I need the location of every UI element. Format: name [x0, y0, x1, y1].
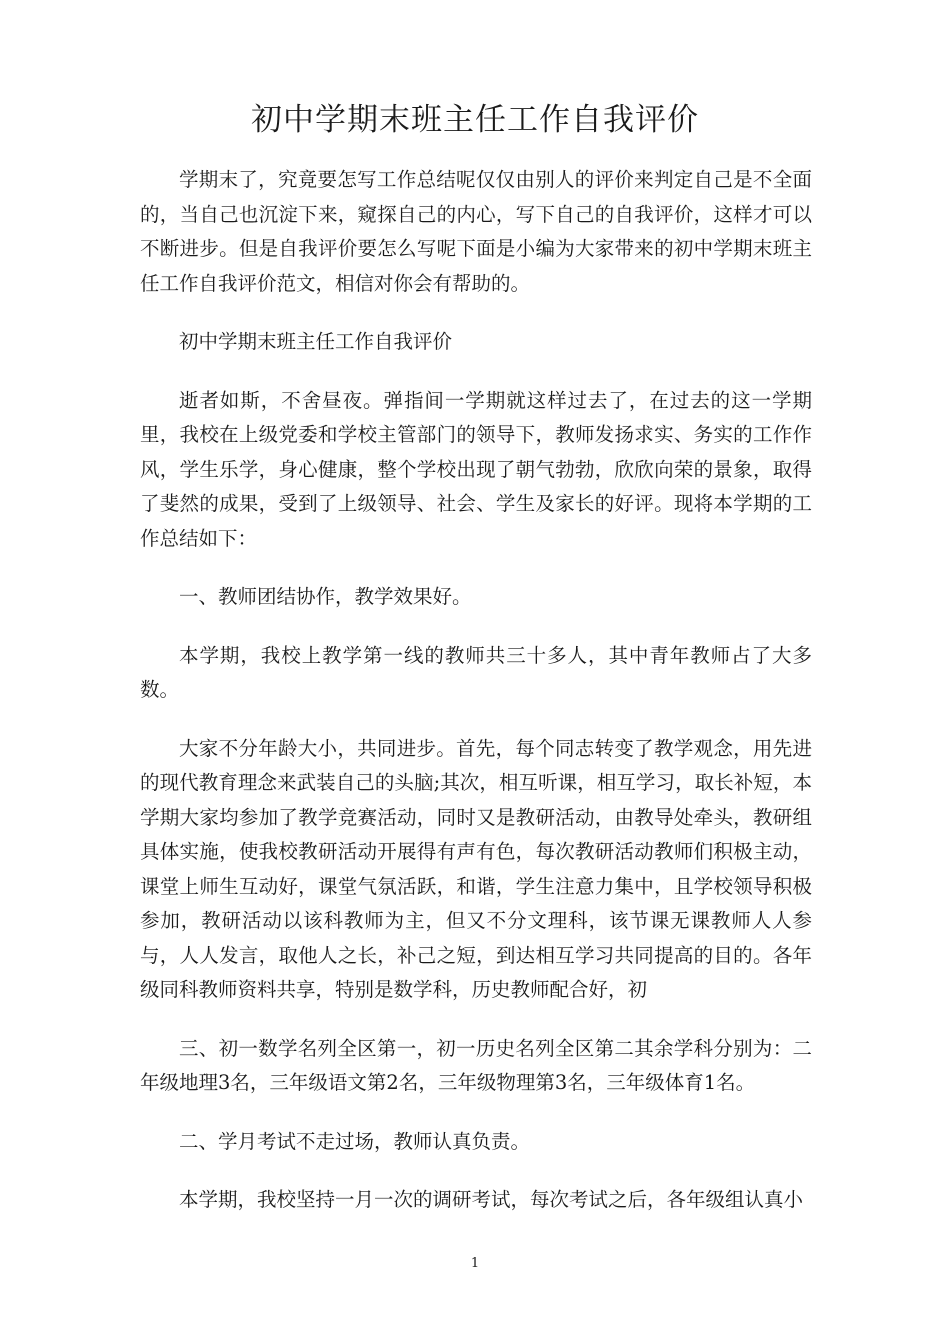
ranking-paragraph: 三、初一数学名列全区第一，初一历史名列全区第二其余学科分别为：二年级地理3名，三年级语文第2名，三年级物理第3名，三年级体育1名。 [140, 1036, 812, 1094]
exam-paragraph: 本学期，我校坚持一月一次的调研考试，每次考试之后，各年级组认真小 [179, 1188, 804, 1211]
section-heading: 初中学期末班主任工作自我评价 [179, 330, 453, 353]
teaching-research-paragraph: 大家不分年龄大小，共同进步。首先，每个同志转变了教学观念，用先进的现代教育理念来武装自己的头脑;其次，相互听课，相互学习，取长补短，本学期大家均参加了教学竞赛活动，同时又是教研活动，由教导处牵头，教研组具体实施，使我校教研活动开展得有声有色，每次教研活动教师们积极主动，课堂上师生互动好，课堂气氛活跃，和谐，学生注意力集中，且学校领导积极参加，教研活动以该科教师为主，但又不分文理科，该节课无课教师人人参与，人人发言，取他人之长，补己之短，到达相互学习共同提高的目的。各年级同科教师资料共享，特别是数学科，历史教师配合好，初 [140, 736, 812, 1001]
intro-paragraph: 学期末了，究竟要怎写工作总结呢仅仅由别人的评价来判定自己是不全面的，当自己也沉淀下来，窥探自己的内心，写下自己的自我评价，这样才可以不断进步。但是自我评价要怎么写呢下面是小编为大家带来的初中学期末班主任工作自我评价范文，相信对你会有帮助的。 [140, 168, 812, 295]
section-one-heading: 一、教师团结协作，教学效果好。 [179, 585, 472, 608]
summary-paragraph: 逝者如斯，不舍昼夜。弹指间一学期就这样过去了，在过去的这一学期里，我校在上级党委和学校主管部门的领导下，教师发扬求实、务实的工作作风，学生乐学，身心健康，整个学校出现了朝气勃勃，欣欣向荣的景象，取得了斐然的成果，受到了上级领导、社会、学生及家长的好评。现将本学期的工作总结如下： [140, 388, 812, 550]
document-title: 初中学期末班主任工作自我评价 [251, 102, 699, 138]
document-body [140, 163, 812, 1242]
teacher-count-paragraph: 本学期，我校上教学第一线的教师共三十多人，其中青年教师占了大多数。 [140, 643, 812, 701]
page-number: 1 [470, 1256, 480, 1271]
section-two-heading: 二、学月考试不走过场，教师认真负责。 [179, 1129, 531, 1153]
